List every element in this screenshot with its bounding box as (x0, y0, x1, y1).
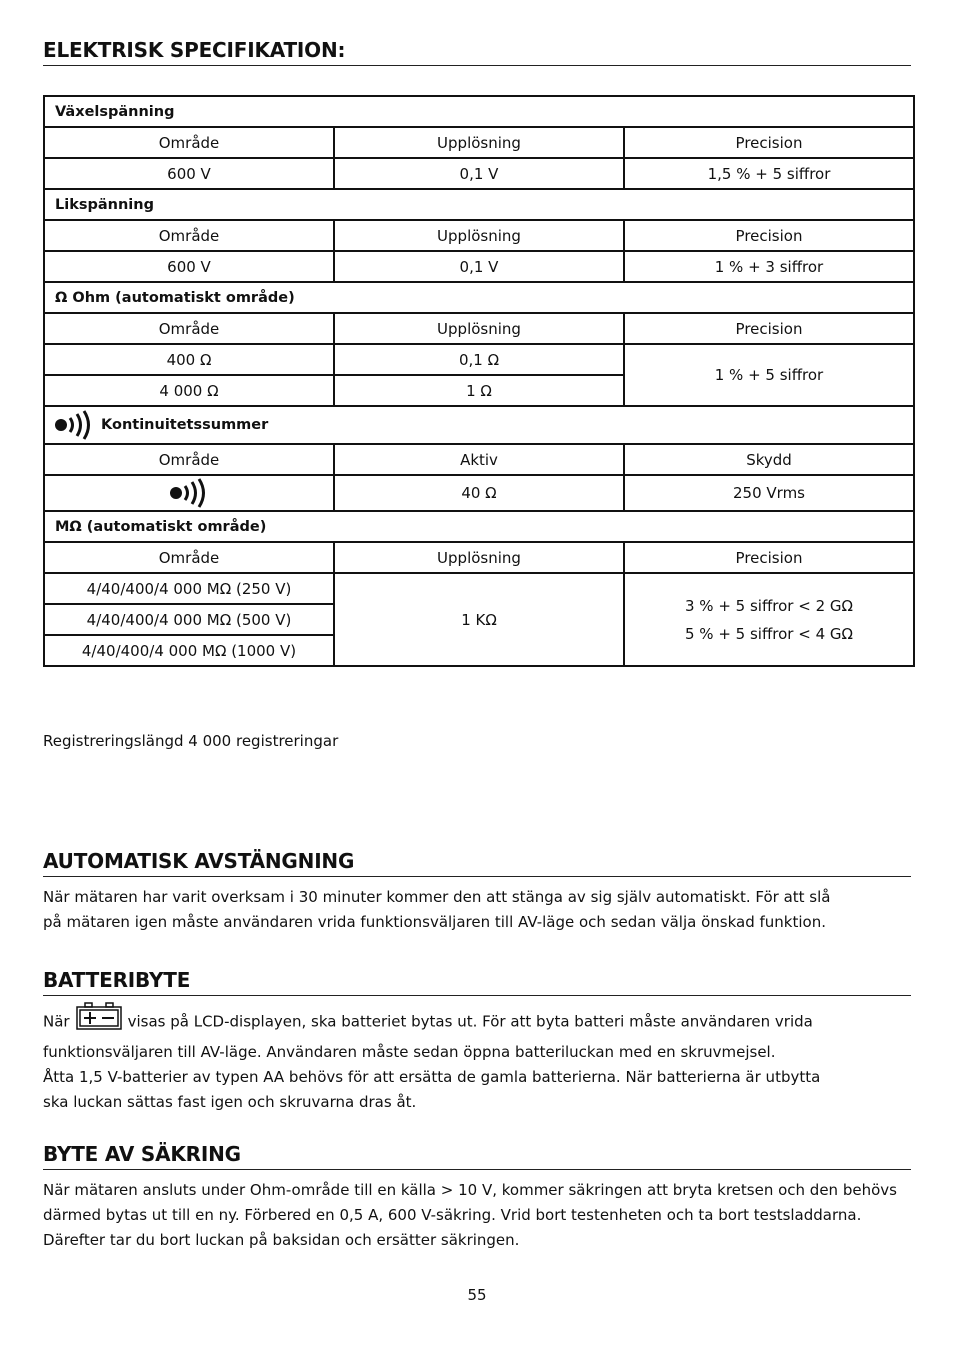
page-number: 55 (467, 1286, 487, 1304)
text-line: Därefter tar du bort luckan på baksidan och ersätter säkringen. (43, 1231, 520, 1249)
text-line: När mätaren ansluts under Ohm-område till en källa > 10 V, kommer säkringen att bryta kretsen och den behövs (43, 1181, 897, 1199)
table-cell: 4/40/400/4 000 MΩ (500 V) (44, 604, 334, 635)
precision-line: 3 % + 5 siffror < 2 GΩ (685, 596, 853, 615)
table-section-row (44, 282, 914, 313)
text-line: funktionsväljaren till AV-läge. Användaren måste sedan öppna batteriluckan med en skruvmejsel. (43, 1043, 776, 1061)
spec-table (43, 95, 915, 667)
table-cell: 1 % + 3 siffror (624, 251, 914, 282)
record-length-text: Registreringslängd 4 000 registreringar (43, 732, 339, 750)
col-header: Område (44, 127, 334, 158)
text-line (43, 1004, 903, 1040)
table-section-row (44, 189, 914, 220)
table-cell: 4 000 Ω (44, 375, 334, 406)
dc-title: Likspänning (44, 189, 914, 220)
text-span: När (43, 1012, 70, 1031)
section-heading-battery: BATTERIBYTE (43, 968, 911, 996)
section-heading-fuse: BYTE AV SÄKRING (43, 1142, 911, 1170)
text-line: därmed bytas ut till en ny. Förbered en 0,5 A, 600 V-säkring. Vrid bort testenheten och ta bort testsladdarna. (43, 1206, 862, 1224)
table-cell: 4/40/400/4 000 MΩ (250 V) (44, 573, 334, 604)
section-heading-auto-off: AUTOMATISK AVSTÄNGNING (43, 849, 911, 877)
table-cell: 600 V (44, 158, 334, 189)
table-row (44, 158, 914, 189)
table-cell: 1 KΩ (334, 573, 624, 666)
col-header: Område (44, 444, 334, 475)
table-section-row (44, 96, 914, 127)
auto-off-paragraph (43, 885, 903, 935)
col-header: Område (44, 313, 334, 344)
table-cell: 250 Vrms (624, 475, 914, 511)
table-row (44, 573, 914, 604)
col-header: Upplösning (334, 313, 624, 344)
col-header: Skydd (624, 444, 914, 475)
col-header: Upplösning (334, 127, 624, 158)
table-cell-precision (624, 573, 914, 666)
table-cell: 0,1 V (334, 251, 624, 282)
ac-title: Växelspänning (44, 96, 914, 127)
text-line: på mätaren igen måste användaren vrida funktionsväljaren till AV-läge och sedan välja önskad funktion. (43, 913, 826, 931)
col-header: Område (44, 220, 334, 251)
precision-line: 5 % + 5 siffror < 4 GΩ (685, 624, 853, 643)
col-header: Precision (624, 542, 914, 573)
table-cell: 40 Ω (334, 475, 624, 511)
text-span: visas på LCD-displayen, ska batteriet bytas ut. För att byta batteri måste användaren vrida (127, 1012, 813, 1031)
table-header-row (44, 220, 914, 251)
table-cell: 0,1 Ω (334, 344, 624, 375)
text-line: Åtta 1,5 V-batterier av typen AA behövs för att ersätta de gamla batterierna. När batterierna är utbytta (43, 1068, 821, 1086)
col-header: Precision (624, 220, 914, 251)
fuse-paragraph (43, 1178, 903, 1253)
table-cell: 400 Ω (44, 344, 334, 375)
table-cell: 1 % + 5 siffror (624, 344, 914, 406)
table-row (44, 344, 914, 375)
col-header: Aktiv (334, 444, 624, 475)
battery-paragraph (43, 1004, 903, 1115)
table-row (44, 251, 914, 282)
table-row (44, 475, 914, 511)
table-cell (44, 475, 334, 511)
table-cell: 1,5 % + 5 siffror (624, 158, 914, 189)
table-cell: 0,1 V (334, 158, 624, 189)
insulation-title: MΩ (automatiskt område) (44, 511, 914, 542)
table-cell: 600 V (44, 251, 334, 282)
col-header: Precision (624, 313, 914, 344)
text-line: ska luckan sättas fast igen och skruvarna dras åt. (43, 1093, 417, 1111)
continuity-section (44, 406, 914, 444)
table-header-row (44, 313, 914, 344)
table-cell: 1 Ω (334, 375, 624, 406)
buzzer-icon (55, 410, 93, 440)
continuity-title: Kontinuitetssummer (101, 417, 269, 433)
table-header-row (44, 444, 914, 475)
table-section-row (44, 406, 914, 444)
col-header: Område (44, 542, 334, 573)
table-section-row (44, 511, 914, 542)
col-header: Upplösning (334, 220, 624, 251)
ohm-title: Ω Ohm (automatiskt område) (44, 282, 914, 313)
buzzer-icon (170, 478, 208, 508)
col-header: Upplösning (334, 542, 624, 573)
battery-icon (76, 1002, 122, 1038)
col-header: Precision (624, 127, 914, 158)
section-heading-spec: ELEKTRISK SPECIFIKATION: (43, 38, 911, 66)
text-line: När mätaren har varit overksam i 30 minuter kommer den att stänga av sig själv automatiskt. För att slå (43, 888, 831, 906)
table-cell: 4/40/400/4 000 MΩ (1000 V) (44, 635, 334, 666)
table-header-row (44, 127, 914, 158)
table-header-row (44, 542, 914, 573)
